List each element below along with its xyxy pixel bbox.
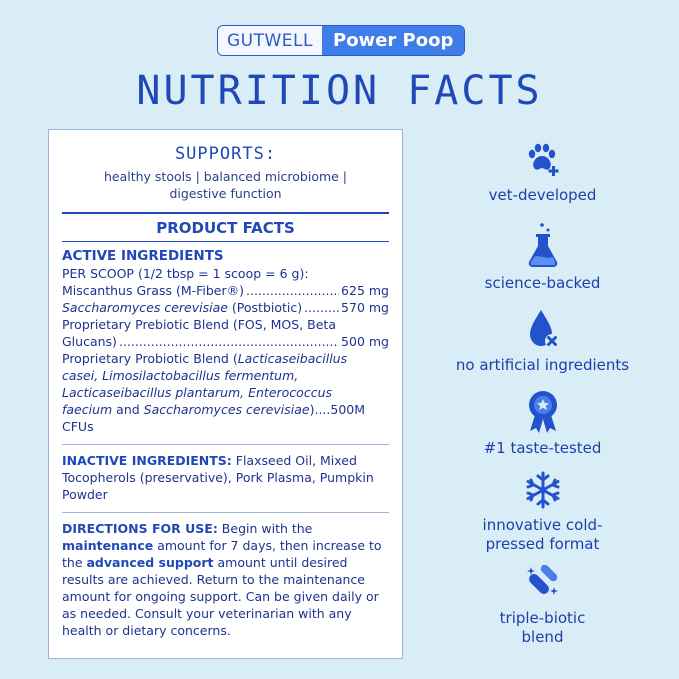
feature-label-line: triple-biotic — [499, 609, 586, 627]
ingredient-line: Proprietary Prebiotic Blend (FOS, MOS, Beta — [62, 317, 336, 332]
inactive-ingredients-section — [49, 452, 402, 503]
feature-label-line: innovative cold- — [482, 516, 603, 534]
probiotic-text: Proprietary Probiotic Blend ( — [62, 351, 238, 366]
award-ribbon-icon — [523, 389, 563, 433]
probiotic-italic: Saccharomyces cerevisiae — [143, 402, 310, 417]
feature-vet-developed — [420, 140, 665, 205]
feature-label-line: pressed format — [485, 535, 600, 553]
directions-bold: advanced support — [86, 555, 214, 570]
capsules-icon — [523, 565, 563, 603]
product-name: Power Poop — [322, 26, 464, 55]
supports-line-2: digestive function — [169, 186, 282, 201]
ingredient-row — [62, 333, 389, 350]
directions-text: amount until desired results are achieved. Return to the maintenance amount for ongoing support. Can be given daily or as needed. Consult your veterinarian with any health or dietary concerns. — [62, 555, 379, 638]
probiotic-italic: Lacticaseibacillus — [237, 351, 348, 366]
feature-label: vet-developed — [488, 186, 597, 204]
probiotic-italic: faecium — [62, 402, 113, 417]
brand-badge — [217, 25, 465, 56]
ingredient-label: Glucans) — [62, 334, 117, 349]
feature-label-line: blend — [521, 628, 564, 646]
supports-heading: SUPPORTS: — [174, 144, 277, 164]
ingredient-label-italic: Saccharomyces cerevisiae — [62, 300, 228, 315]
ingredient-row — [62, 282, 389, 299]
feature-science-backed — [420, 222, 665, 293]
ingredient-row — [62, 299, 389, 316]
feature-label: science-backed — [484, 274, 601, 292]
page-title: NUTRITION FACTS — [136, 68, 543, 114]
feature-label — [420, 609, 665, 647]
directions-heading: DIRECTIONS FOR USE: — [62, 521, 218, 536]
feature-triple-biotic — [420, 565, 665, 647]
probiotic-italic: Lacticaseibacillus plantarum, Enterococcus — [62, 385, 333, 400]
feature-label — [420, 516, 665, 554]
ingredient-label — [62, 299, 302, 316]
flask-icon — [523, 222, 563, 268]
snowflake-icon — [523, 470, 563, 510]
feature-taste-tested — [420, 389, 665, 458]
feature-label: #1 taste-tested — [483, 439, 602, 457]
supports-line-1: healthy stools | balanced microbiome | — [103, 169, 348, 184]
leader-dots — [119, 333, 339, 350]
probiotic-blend — [62, 350, 389, 435]
ingredient-value: 570 mg — [341, 300, 389, 315]
leader-dots — [304, 299, 339, 316]
probiotic-text: )....500M CFUs — [62, 402, 366, 434]
inactive-heading: INACTIVE INGREDIENTS: — [62, 453, 232, 468]
directions-text: amount for 7 days, then increase to the — [62, 538, 382, 570]
directions-text: Begin with the — [217, 521, 313, 536]
ingredient-label: Miscanthus Grass (M-Fiber®) — [62, 283, 245, 298]
inactive-text: Flaxseed Oil, Mixed Tocopherols (preservative), Pork Plasma, Pumpkin Powder — [62, 453, 374, 502]
directions-section — [49, 520, 402, 639]
ingredient-label-rest: (Postbiotic) — [227, 300, 303, 315]
probiotic-italic: casei, Limosilactobacillus fermentum, — [62, 368, 299, 383]
feature-label: no artificial ingredients — [455, 356, 630, 374]
nutrition-panel — [48, 129, 403, 659]
ingredient-value: 500 mg — [341, 334, 389, 349]
supports-text — [79, 168, 372, 202]
feature-no-artificial — [420, 308, 665, 375]
leader-dots — [246, 282, 339, 299]
feature-cold-pressed — [420, 470, 665, 554]
ingredient-value: 625 mg — [341, 283, 389, 298]
active-ingredients-section — [49, 248, 402, 435]
divider — [62, 241, 389, 243]
drop-x-icon — [523, 308, 563, 350]
probiotic-text: and — [112, 402, 144, 417]
directions-bold: maintenance — [62, 538, 154, 553]
per-scoop: PER SCOOP (1/2 tbsp = 1 scoop = 6 g): — [62, 266, 309, 281]
brand-name: GUTWELL — [218, 26, 322, 55]
product-facts-heading: PRODUCT FACTS — [156, 218, 295, 237]
active-ingredients-heading: ACTIVE INGREDIENTS — [62, 248, 224, 264]
paw-plus-icon — [523, 140, 563, 180]
